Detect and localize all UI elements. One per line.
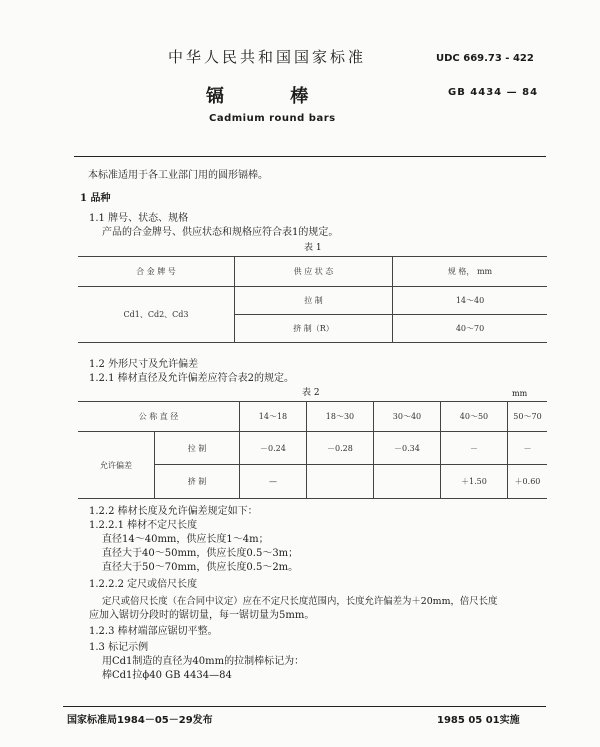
t2-group-label: 允许偏差: [78, 432, 155, 499]
intro-text: 本标准适用于各工业部门用的圆形镉棒。: [88, 170, 268, 181]
t1-spec-1: 40～70: [393, 315, 548, 343]
standard-name: 中华人民共和国国家标准: [168, 48, 367, 66]
section-1-2: 1.2 外形尺寸及允许偏差: [89, 359, 199, 370]
effective-date: 1985 05 01实施: [437, 715, 520, 726]
t1-header-grade: 合 金 牌 号: [78, 257, 235, 287]
table1-caption: 表 1: [304, 243, 322, 253]
section-1-3: 1.3 标记示例: [89, 642, 149, 653]
t1-state-0: 拉 制: [235, 287, 393, 315]
t2-row0-v1: －0.28: [306, 432, 373, 465]
t2-row0-label: 拉 制: [155, 432, 240, 465]
t2-row0-v4: －: [507, 432, 547, 465]
t1-header-state: 供 应 状 态: [235, 257, 393, 287]
t2-diameter-4: 50～70: [507, 402, 547, 432]
gb-number: GB 4434 — 84: [448, 87, 539, 98]
length-line-0: 直径14～40mm，供应长度1～4m；: [102, 534, 269, 545]
t1-spec-0: 14～40: [393, 287, 548, 315]
table-1: [78, 256, 547, 343]
t2-diameter-3: 40～50: [440, 402, 507, 432]
issued-date: 国家标准局1984－05－29发布: [67, 715, 213, 726]
table2-caption: 表 2: [302, 388, 320, 398]
t2-diameter-2: 30～40: [373, 402, 440, 432]
section-1-2-3: 1.2.3 棒材端部应锯切平整。: [89, 626, 218, 637]
length-line-1: 直径大于40～50mm，供应长度0.5～3m；: [102, 548, 299, 559]
bottom-rule: [63, 706, 546, 707]
table2-unit: mm: [512, 389, 528, 398]
marking-line-1: 用Cd1制造的直径为40mm的拉制棒标记为：: [102, 656, 305, 667]
t2-row1-label: 挤 制: [155, 465, 240, 499]
section-1-2-1: 1.2.1 棒材直径及允许偏差应符合表2的规定。: [89, 373, 294, 384]
t2-row0-v0: －0.24: [239, 432, 306, 465]
t2-row1-v3: ＋1.50: [440, 465, 507, 499]
t2-diameter-0: 14～18: [239, 402, 306, 432]
t2-row0-v2: －0.34: [373, 432, 440, 465]
title-cn: 镉 棒: [206, 86, 309, 107]
t2-diameter-1: 18～30: [306, 402, 373, 432]
fixed-length-line-1: 定尺或倍尺长度（在合同中议定）应在不定尺长度范围内，长度允许偏差为＋20mm，倍尺长度: [102, 596, 498, 607]
section-1-2-2-2: 1.2.2.2 定尺或倍尺长度: [89, 579, 198, 590]
t2-row0-v3: －: [440, 432, 507, 465]
fixed-length-line-2: 应加入锯切分段时的锯切量，每一锯切量为5mm。: [89, 610, 315, 621]
t2-header-label: 公 称 直 径: [78, 402, 239, 432]
table-2: [78, 401, 547, 499]
top-rule: [74, 156, 546, 157]
section-1: 1 品种: [80, 193, 111, 204]
t2-row1-v4: ＋0.60: [507, 465, 547, 499]
section-1-1-text: 产品的合金牌号、供应状态和规格应符合表1的规定。: [102, 227, 339, 238]
udc-number: UDC 669.73 - 422: [436, 53, 534, 64]
section-1-1: 1.1 牌号、状态、规格: [89, 213, 189, 224]
t2-row1-v0: —: [239, 465, 306, 499]
t1-header-spec: 规 格， mm: [393, 257, 548, 287]
marking-line-2: 棒Cd1拉ϕ40 GB 4434—84: [102, 670, 232, 681]
t1-grade: Cd1、Cd2、Cd3: [78, 287, 235, 343]
t2-row1-v2: [373, 465, 440, 499]
section-1-2-2-1: 1.2.2.1 棒材不定尺长度: [89, 520, 198, 531]
section-1-2-2: 1.2.2 棒材长度及允许偏差规定如下：: [89, 506, 258, 517]
t2-row1-v1: [306, 465, 373, 499]
length-line-2: 直径大于50～70mm，供应长度0.5～2m。: [102, 562, 299, 573]
t1-state-1: 挤 制（R）: [235, 315, 393, 343]
title-en: Cadmium round bars: [209, 113, 336, 124]
